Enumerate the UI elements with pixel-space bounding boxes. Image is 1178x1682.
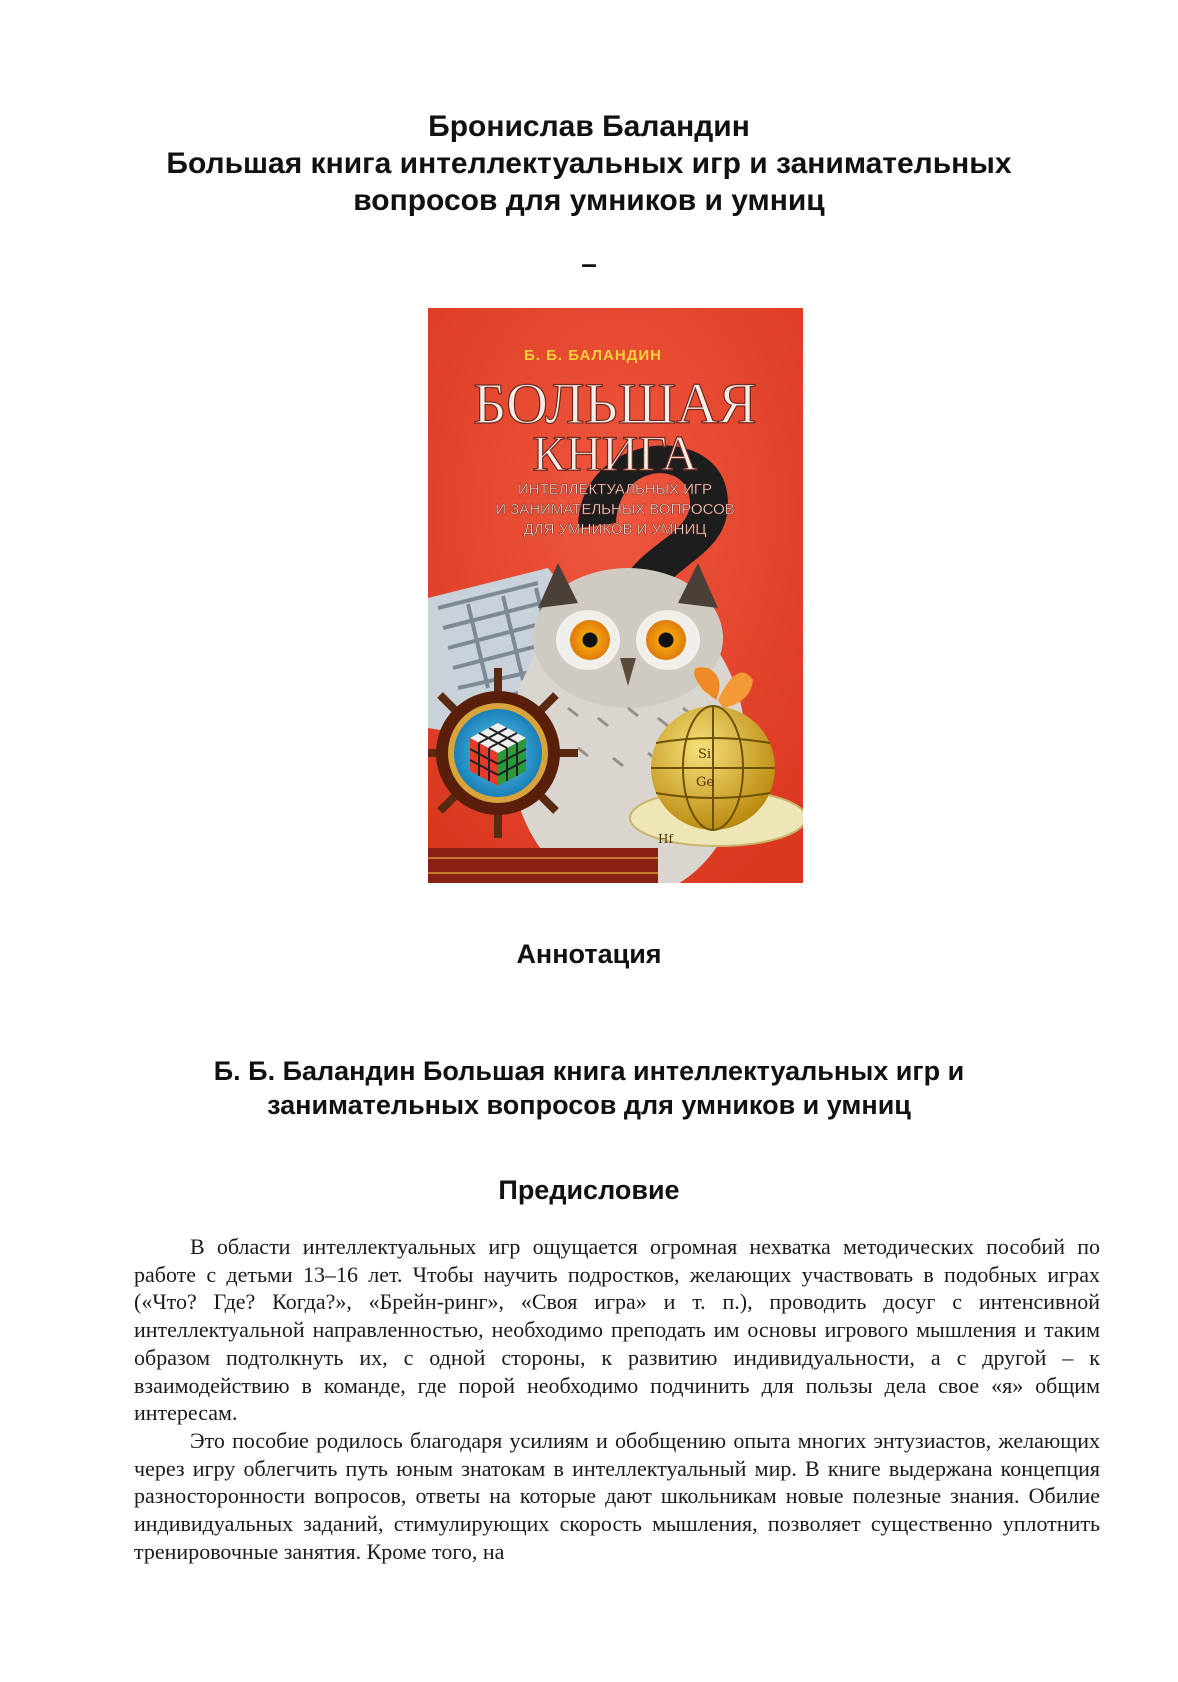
preface-heading: Предисловие — [498, 1175, 680, 1205]
cover-author: Б. Б. БАЛАНДИН — [524, 347, 662, 364]
cover-subtitle-line-1: ИНТЕЛЛЕКТУАЛЬНЫХ ИГР — [517, 481, 713, 498]
book-cover-image — [428, 308, 803, 883]
book-heading — [0, 1054, 1178, 1122]
preface-paragraph-2: Это пособие родилось благодаря усилиям и обобщению опыта многих энтузиастов, желающих через игру облегчить путь юным знатокам в интеллектуальный мир. В книге выдержана концепция разносторонности вопросов, ответы на которые дают школьникам новые полезные знания. Обилие индивидуальных заданий, стимулирующих скорость мышления, позволяет существенно уплотнить тренировочные занятия. Кроме того, на — [134, 1427, 1100, 1564]
annotation-heading: Аннотация — [516, 939, 662, 969]
globe-label-si: Si — [698, 747, 712, 762]
globe-label-hf: Hf — [658, 832, 673, 846]
author-name: Бронислав Баландин — [428, 110, 750, 143]
title-line-2: вопросов для умников и умниц — [353, 184, 825, 217]
cover-title-line-1: БОЛЬШАЯ — [473, 371, 757, 436]
book-heading-line-2: занимательных вопросов для умников и умниц — [267, 1090, 911, 1120]
preface-paragraph-1: В области интеллектуальных игр ощущается огромная нехватка методических пособий по работе с детьми 13–16 лет. Чтобы научить подростков, желающих участвовать в подобных играх («Что? Где? Когда?», «Брейн-ринг», «Своя игра» и т. п.), проводить досуг с интенсивной интеллектуальной направленностью, необходимо преподать им основы игрового мышления и таким образом подтолкнуть их, с одной стороны, к развитию индивидуальности, а с другой – к взаимодействию в команде, где порой необходимо подчинить для пользы дела свое «я» общим интересам. — [134, 1234, 1100, 1426]
title-line-1: Большая книга интеллектуальных игр и занимательных — [166, 147, 1012, 180]
globe-label-ge: Ge — [696, 775, 715, 790]
cover-title-line-2: КНИГА — [532, 425, 698, 481]
cover-subtitle-line-2: И ЗАНИМАТЕЛЬНЫХ ВОПРОСОВ — [495, 501, 735, 518]
preface-body — [134, 1233, 1100, 1565]
document-title — [0, 108, 1178, 219]
book-heading-line-1: Б. Б. Баландин Большая книга интеллектуальных игр и — [213, 1056, 965, 1086]
cover-subtitle-line-3: ДЛЯ УМНИКОВ И УМНИЦ — [523, 521, 707, 538]
rug-pattern — [428, 848, 658, 883]
separator-dash: – — [581, 248, 597, 279]
